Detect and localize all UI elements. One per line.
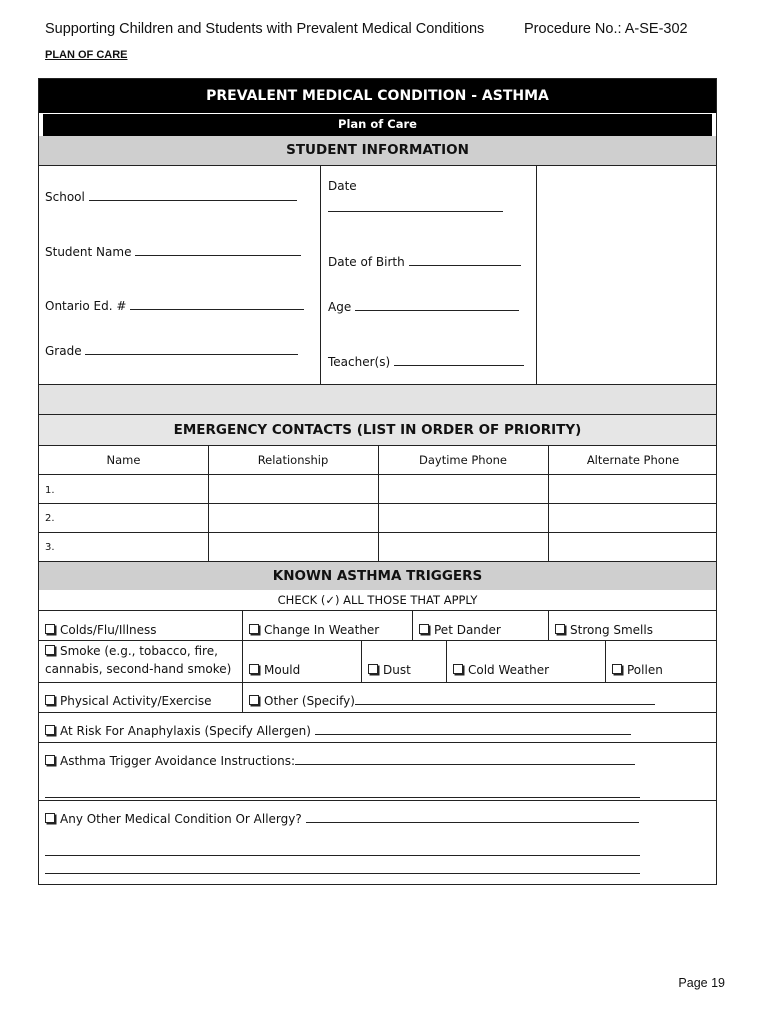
- checkbox-icon: [45, 624, 55, 634]
- section-label: PLAN OF CARE: [45, 49, 128, 61]
- student-info-heading: STUDENT INFORMATION: [39, 136, 716, 165]
- ontario-ed-field[interactable]: Ontario Ed. #: [45, 299, 304, 313]
- trigger-cold-weather[interactable]: Cold Weather: [453, 661, 549, 679]
- date-of-birth-field[interactable]: Date of Birth: [328, 255, 521, 269]
- contact-row-1: 1.: [45, 485, 55, 496]
- checkbox-icon: [45, 695, 55, 705]
- form-title: PREVALENT MEDICAL CONDITION - ASTHMA: [39, 79, 716, 113]
- other-condition-line-1[interactable]: [45, 855, 640, 856]
- procedure-number: Procedure No.: A-SE-302: [524, 21, 688, 37]
- trigger-avoidance-instructions[interactable]: Asthma Trigger Avoidance Instructions:: [45, 752, 635, 770]
- checkbox-icon: [45, 813, 55, 823]
- trigger-dust[interactable]: Dust: [368, 661, 411, 679]
- triggers-instruction: CHECK (✓) ALL THOSE THAT APPLY: [277, 593, 478, 607]
- student-name-field[interactable]: Student Name: [45, 245, 301, 259]
- checkbox-icon: [368, 664, 378, 674]
- trigger-other-condition[interactable]: Any Other Medical Condition Or Allergy?: [45, 810, 639, 828]
- emergency-contacts-heading: EMERGENCY CONTACTS (LIST IN ORDER OF PRIORITY): [39, 415, 716, 445]
- triggers-heading: KNOWN ASTHMA TRIGGERS: [39, 562, 716, 590]
- checkbox-icon: [45, 725, 55, 735]
- contact-row-2: 2.: [45, 513, 55, 524]
- document-title: Supporting Children and Students with Prevalent Medical Conditions: [45, 21, 485, 37]
- trigger-pollen[interactable]: Pollen: [612, 661, 663, 679]
- avoidance-line[interactable]: [45, 797, 640, 798]
- asthma-plan-form: [38, 78, 717, 885]
- other-condition-line-2[interactable]: [45, 873, 640, 874]
- trigger-weather-change[interactable]: Change In Weather: [249, 621, 379, 639]
- trigger-colds[interactable]: Colds/Flu/Illness: [45, 621, 157, 639]
- column-alternate-phone: Alternate Phone: [586, 453, 680, 467]
- column-relationship: Relationship: [257, 453, 329, 467]
- checkbox-icon: [249, 624, 259, 634]
- spacer-band: [39, 385, 716, 414]
- form-subtitle: Plan of Care: [43, 113, 712, 136]
- column-daytime-phone: Daytime Phone: [419, 453, 507, 467]
- checkbox-icon: [45, 755, 55, 765]
- checkbox-icon: [45, 645, 55, 655]
- page-number: Page 19: [678, 976, 725, 990]
- trigger-physical-activity[interactable]: Physical Activity/Exercise: [45, 692, 211, 710]
- age-field[interactable]: Age: [328, 300, 519, 314]
- checkbox-icon: [453, 664, 463, 674]
- document-header: [45, 21, 705, 37]
- trigger-strong-smells[interactable]: Strong Smells: [555, 621, 653, 639]
- checkbox-icon: [249, 695, 259, 705]
- trigger-smoke[interactable]: Smoke (e.g., tobacco, fire, cannabis, second-hand smoke): [45, 644, 232, 676]
- teachers-field[interactable]: Teacher(s): [328, 355, 524, 369]
- grade-field[interactable]: Grade: [45, 344, 298, 358]
- column-name: Name: [106, 453, 141, 467]
- trigger-other[interactable]: Other (Specify): [249, 692, 655, 710]
- trigger-mould[interactable]: Mould: [249, 661, 300, 679]
- checkbox-icon: [555, 624, 565, 634]
- contact-row-3: 3.: [45, 542, 55, 553]
- trigger-pet-dander[interactable]: Pet Dander: [419, 621, 501, 639]
- school-field[interactable]: School: [45, 190, 297, 204]
- checkbox-icon: [419, 624, 429, 634]
- checkbox-icon: [612, 664, 622, 674]
- date-field[interactable]: Date: [328, 179, 503, 215]
- checkbox-icon: [249, 664, 259, 674]
- trigger-anaphylaxis[interactable]: At Risk For Anaphylaxis (Specify Allergen): [45, 722, 631, 740]
